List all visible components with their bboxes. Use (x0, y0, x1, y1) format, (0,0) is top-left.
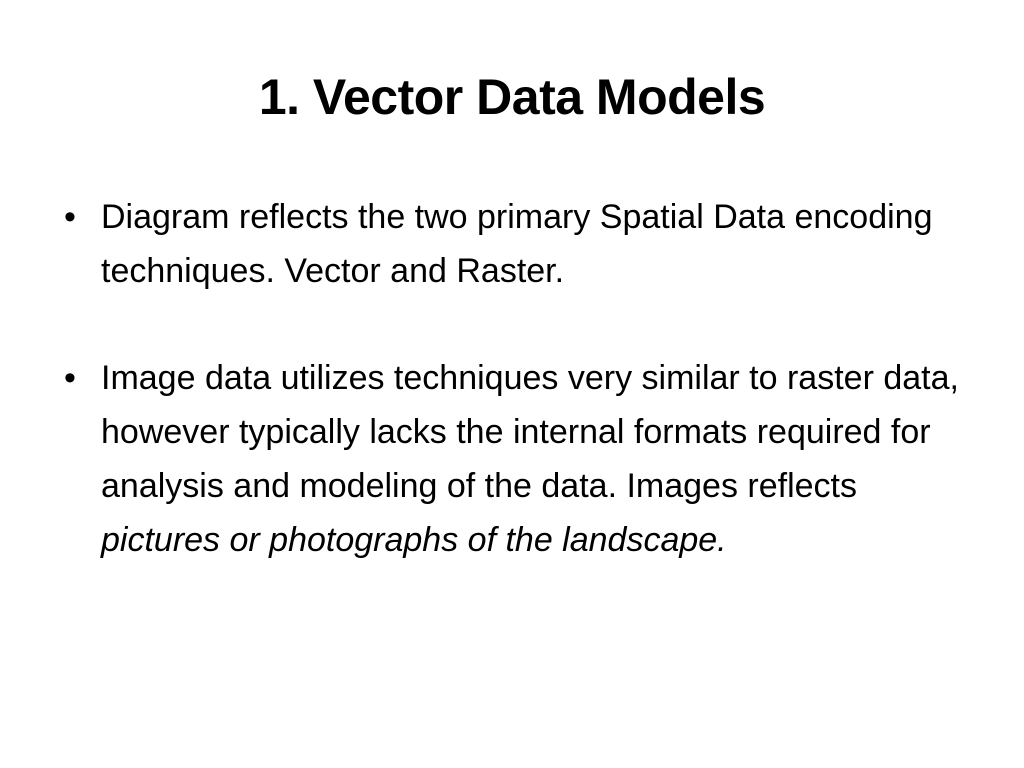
bullet-text-italic: pictures or photographs of the landscape. (101, 521, 727, 559)
bullet-icon: • (64, 198, 76, 236)
bullet-icon: • (64, 359, 76, 397)
bullet-text: Diagram reflects the two primary Spatial Data encoding techniques. Vector and Raster. (101, 198, 933, 290)
slide-title: 1. Vector Data Models (258, 69, 766, 125)
bullet-text (101, 359, 959, 559)
bullet-item (60, 351, 960, 567)
bullet-text-regular: Image data utilizes techniques very similar to raster data, however typically lacks the internal formats required for analysis and modeling of the data. Images reflects (101, 359, 959, 505)
bullet-list (60, 190, 960, 620)
bullet-item (60, 190, 960, 298)
